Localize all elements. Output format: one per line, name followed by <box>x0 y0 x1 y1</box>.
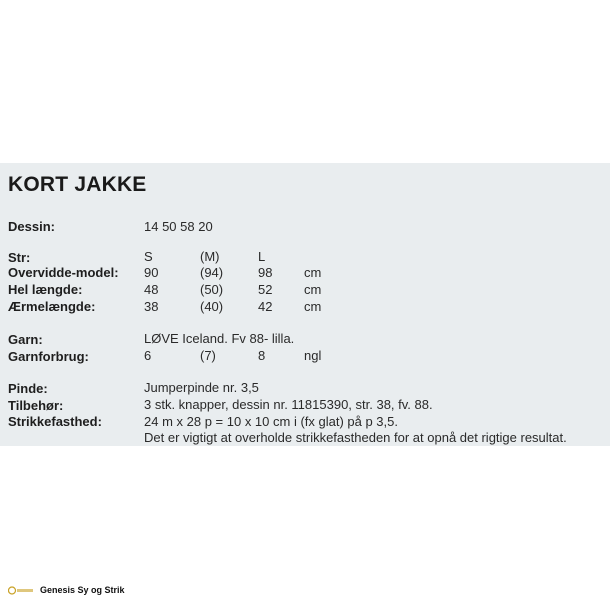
pattern-title: KORT JAKKE <box>8 173 147 196</box>
tilbehor-value: 3 stk. knapper, dessin nr. 11815390, str. 38, fv. 88. <box>144 397 433 412</box>
aermelaengde-l: 42 <box>258 299 273 314</box>
garnforbrug-label: Garnforbrug: <box>8 349 89 364</box>
pinde-value: Jumperpinde nr. 3,5 <box>144 380 259 395</box>
size-s: S <box>144 249 153 264</box>
footer-brand: Genesis Sy og Strik <box>40 585 125 595</box>
overvidde-s: 90 <box>144 265 159 280</box>
overvidde-l: 98 <box>258 265 273 280</box>
dessin-label: Dessin: <box>8 219 55 234</box>
dessin-value: 14 50 58 20 <box>144 219 213 234</box>
strikkefasthed-line1: 24 m x 28 p = 10 x 10 cm i (fx glat) på p 3,5. <box>144 414 398 429</box>
size-m: (M) <box>200 249 220 264</box>
garn-value: LØVE Iceland. Fv 88- lilla. <box>144 331 295 346</box>
hel-laengde-l: 52 <box>258 282 273 297</box>
strikkefasthed-line2: Det er vigtigt at overholde strikkefastheden for at opnå det rigtige resultat. <box>144 430 567 445</box>
overvidde-m: (94) <box>200 265 224 280</box>
garnforbrug-s: 6 <box>144 348 152 363</box>
aermelaengde-m: (40) <box>200 299 224 314</box>
overvidde-unit: cm <box>304 265 322 280</box>
garnforbrug-m: (7) <box>200 348 216 363</box>
garn-label: Garn: <box>8 332 43 347</box>
size-label: Str: <box>8 250 31 265</box>
garnforbrug-l: 8 <box>258 348 266 363</box>
aermelaengde-label: Ærmelængde: <box>8 299 96 314</box>
hel-laengde-label: Hel længde: <box>8 282 83 297</box>
aermelaengde-s: 38 <box>144 299 159 314</box>
tilbehor-label: Tilbehør: <box>8 398 64 413</box>
overvidde-label: Overvidde-model: <box>8 265 119 280</box>
pattern-info-panel <box>0 163 610 446</box>
garnforbrug-unit: ngl <box>304 348 322 363</box>
strikkefasthed-label: Strikkefasthed: <box>8 414 102 429</box>
hel-laengde-s: 48 <box>144 282 159 297</box>
pinde-label: Pinde: <box>8 381 48 396</box>
size-l: L <box>258 249 266 264</box>
genesis-logo-icon <box>8 586 34 595</box>
hel-laengde-unit: cm <box>304 282 322 297</box>
aermelaengde-unit: cm <box>304 299 322 314</box>
hel-laengde-m: (50) <box>200 282 224 297</box>
